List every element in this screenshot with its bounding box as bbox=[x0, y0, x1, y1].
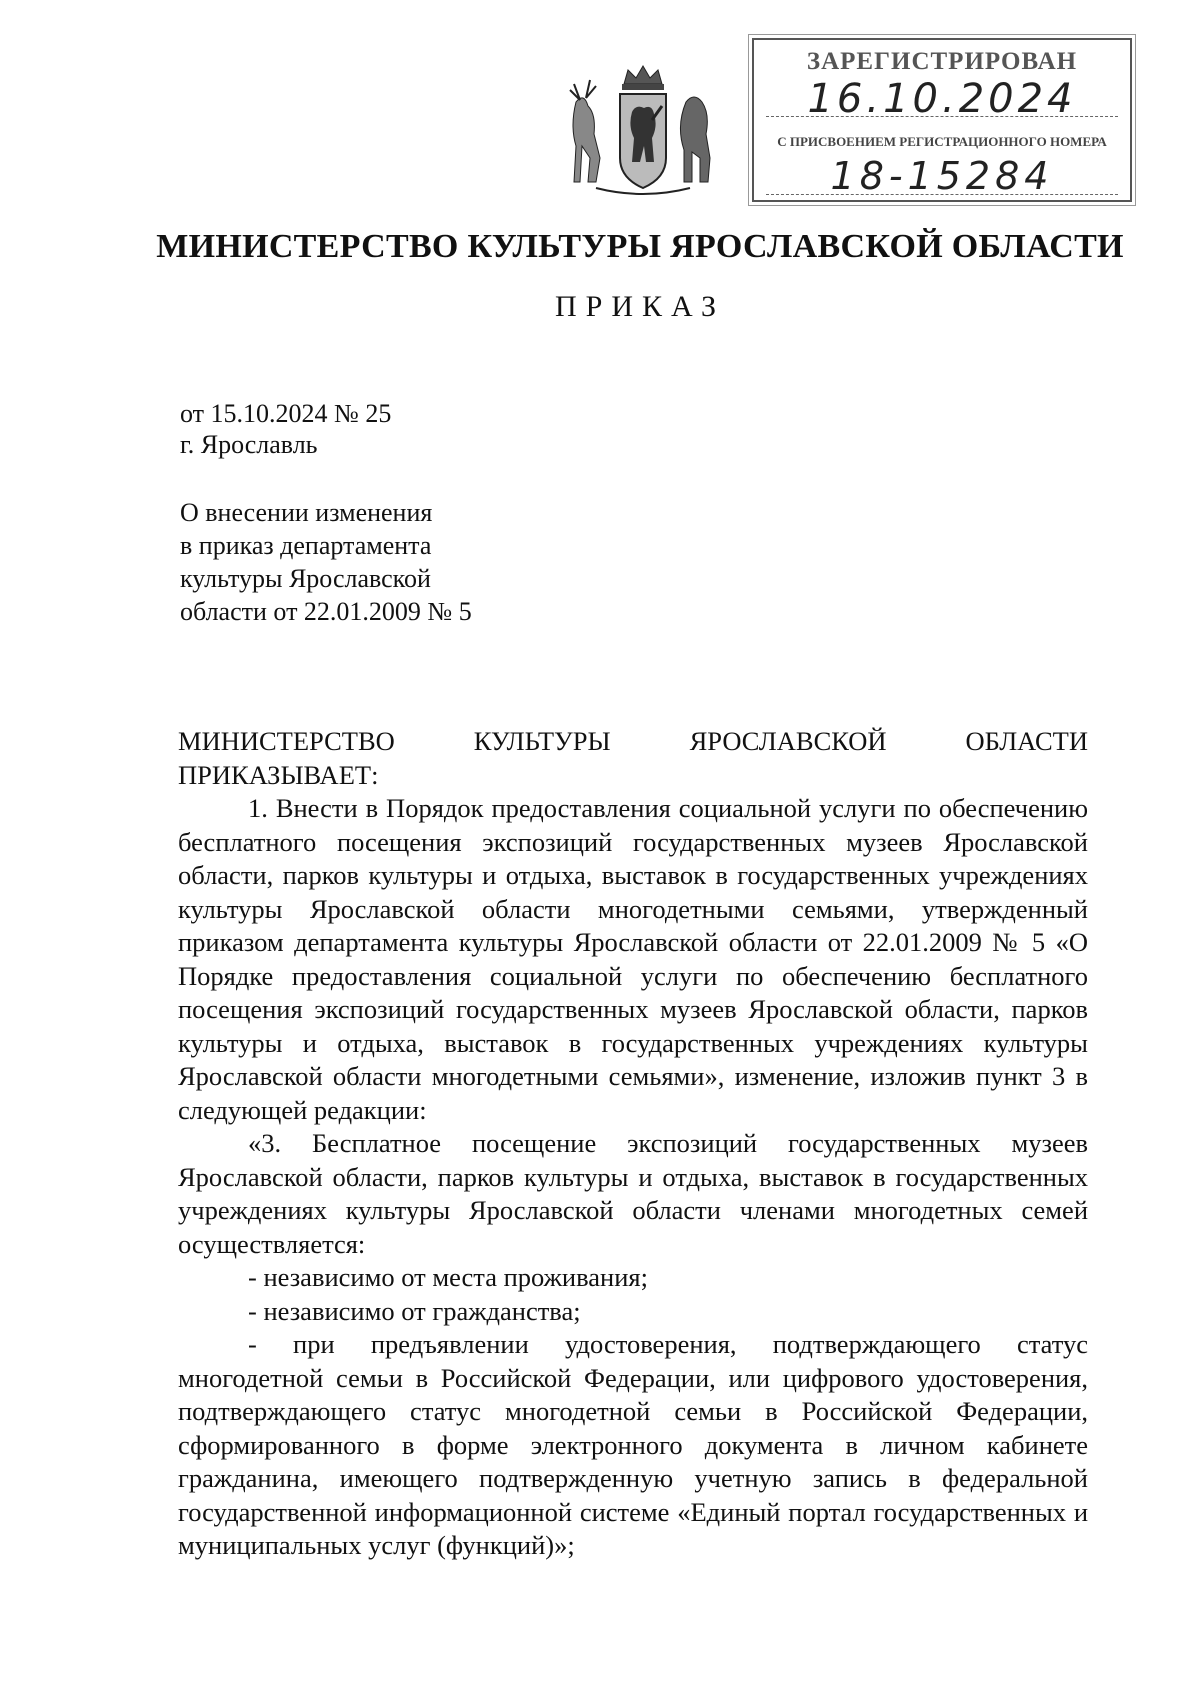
paragraph-1: 1. Внести в Порядок предоставления социальной услуги по обеспечению бесплатного посещения экспозиций государственных музеев Ярославской области, парков культуры и отдыха, выставок в государственных учреждениях культуры Ярославской области многодетными семьями, утвержденный приказом департамента культуры Ярославской области от 22.01.2009 № 5 «О Порядке предоставления социальной услуги по обеспечению бесплатного посещения экспозиций государственных музеев Ярославской области, парков культуры и отдыха, выставок в государственных учреждениях культуры Ярославской области многодетными семьями», изменение, изложив пункт 3 в следующей редакции: bbox=[178, 793, 1088, 1125]
list-item: - независимо от места проживания; bbox=[248, 1262, 648, 1292]
stamp-date: 16.10.2024 bbox=[807, 76, 1077, 122]
coat-of-arms-emblem bbox=[566, 62, 720, 200]
stamp-subtitle: С ПРИСВОЕНИЕМ РЕГИСТРАЦИОННОГО НОМЕРА bbox=[777, 134, 1107, 149]
order-date-number: от 15.10.2024 № 25 bbox=[180, 399, 392, 428]
stamp-divider bbox=[766, 116, 1118, 117]
order-city: г. Ярославль bbox=[180, 430, 318, 459]
document-type: ПРИКАЗ bbox=[555, 290, 725, 323]
order-subject bbox=[180, 496, 472, 628]
subject-line: О внесении изменения bbox=[180, 498, 433, 527]
order-body bbox=[178, 725, 1088, 1563]
list-item: - независимо от гражданства; bbox=[248, 1295, 581, 1326]
order-heading-verb: ПРИКАЗЫВАЕТ: bbox=[178, 759, 379, 790]
subject-line: культуры Ярославской bbox=[180, 564, 431, 593]
stamp-reg-number: 18-15284 bbox=[830, 154, 1054, 198]
subject-line: в приказ департамента bbox=[180, 531, 432, 560]
order-meta bbox=[180, 398, 391, 460]
list-item: - при предъявлении удостоверения, подтверждающего статус многодетной семьи в Российской Федерации, или цифрового удостоверения, подтверждающего статус многодетной семьи в Российской Федерации, сформированного в форме электронного документа в личном кабинете гражданина, имеющего подтвержденную учетную запись в федеральной государственной информационной системе «Единый портал государственных и муниципальных услуг (функций)»; bbox=[178, 1329, 1088, 1560]
registration-stamp bbox=[752, 38, 1132, 202]
ministry-title: МИНИСТЕРСТВО КУЛЬТУРЫ ЯРОСЛАВСКОЙ ОБЛАСТИ bbox=[156, 228, 1124, 265]
paragraph-2: «3. Бесплатное посещение экспозиций государственных музеев Ярославской области, парков культуры и отдыха, выставок в государственных учреждениях культуры Ярославской области членами многодетных семей осуществляется: bbox=[178, 1128, 1088, 1259]
stamp-divider bbox=[766, 194, 1118, 195]
subject-line: области от 22.01.2009 № 5 bbox=[180, 597, 472, 626]
order-heading: МИНИСТЕРСТВО КУЛЬТУРЫ ЯРОСЛАВСКОЙ ОБЛАСТИ bbox=[178, 726, 1088, 756]
stamp-title: ЗАРЕГИСТРИРОВАН bbox=[806, 48, 1078, 75]
